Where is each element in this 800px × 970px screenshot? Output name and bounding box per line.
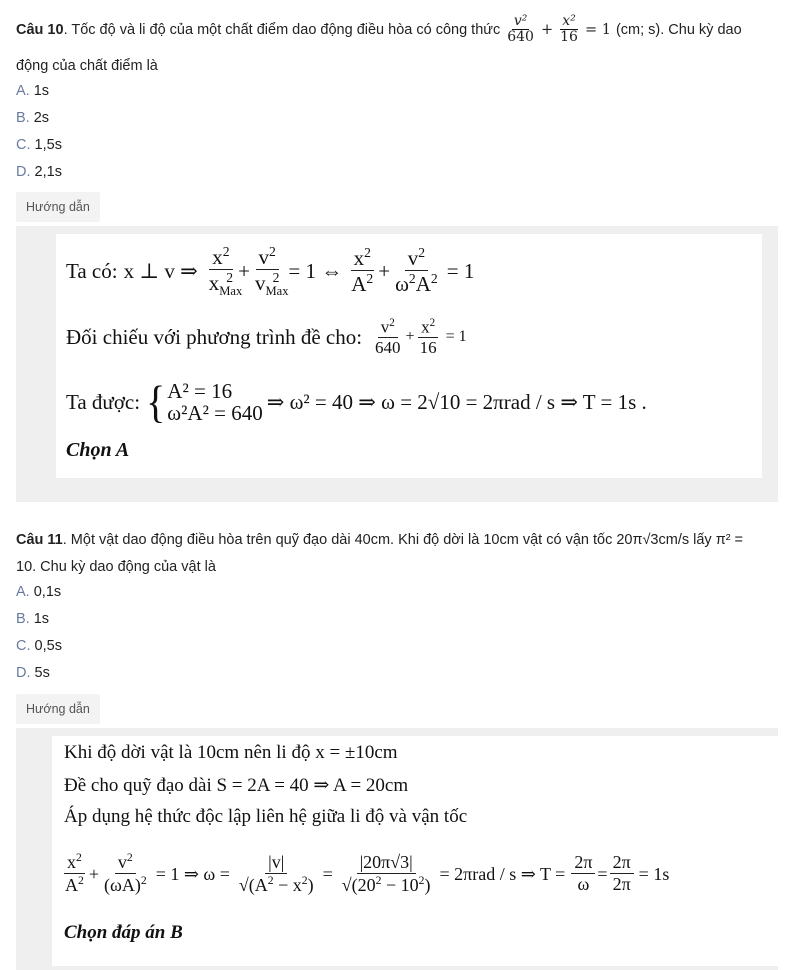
q10-guide-button[interactable]: Hướng dẫn: [16, 192, 100, 222]
q10-sol-line2: Đối chiếu với phương trình đề cho: $v^2$ 640 + $\frac{x^2}{16}$ = 1: [66, 316, 467, 357]
q10-text-c: động của chất điểm là: [16, 58, 158, 74]
q11-sol-formula: $x^2$ $A^2$ + $\frac{v^2}{(\omega A)^2}$ = 1 ⇒ ω = $\frac{|v|}{√(A^2 - x^2)}$ = $\frac{|20\pi√3|}{√(20^2 - 10^2)}$ = 2πrad / s ⇒ T = $\frac{2\pi}{\omega}$ = $\frac{2\pi}{2\pi}$ = 1s: [65, 851, 670, 896]
q11-text-a: . Một vật dao động điều hòa trên quỹ đạo dài 40cm. Khi độ dời là 10cm vật có vận tốc 20π√3cm/s lấy π² =: [62, 532, 744, 548]
q11-text-b: 10. Chu kỳ dao động của vật là: [16, 559, 216, 575]
q10-formula: $\frac{\text{v²}}{640}$ + $\frac{\text{x²}}{16}$ = 1: [507, 13, 611, 45]
q10-sol-line1: Ta có: x ⊥ v ⇒ $x^2$ $x_{Max}^2$ + $v^2$ $v_{Max}^2$ = 1 ⇔ $x^2$ $A^2$ + $\frac{v^2}{\omega^2A^2}$ = 1: [66, 243, 475, 298]
q10-option-c[interactable]: C. 1,5s: [16, 137, 62, 153]
q11-solution-box: [16, 728, 778, 970]
q10-sol-line3: Ta được: { A² = 16 ω²A² = 640 ⇒ ω² = 40 ⇒ ω = 2√10 = 2πrad / s ⇒ T = 1s .: [66, 375, 647, 428]
q10-solution-box: [16, 226, 778, 502]
q11-sol-answer: Chọn đáp án B: [64, 922, 183, 943]
q10-text-a: . Tốc độ và li độ của một chất điểm dao động điều hòa có công thức: [63, 21, 501, 38]
q11-sol-line3: Áp dụng hệ thức độc lập liên hệ giữa li độ và vận tốc: [64, 806, 468, 827]
q10-sol-answer: Chọn A: [66, 439, 130, 461]
q10-solution-image: [56, 234, 762, 478]
q11-guide-button[interactable]: Hướng dẫn: [16, 694, 100, 724]
q10-label: Câu 10: [16, 21, 64, 38]
q11-solution-image: [52, 736, 778, 966]
q11-option-c[interactable]: C. 0,5s: [16, 638, 62, 654]
q11-option-d[interactable]: D. 5s: [16, 665, 50, 681]
q10-option-d[interactable]: D. 2,1s: [16, 164, 62, 180]
q11-sol-line2: Đề cho quỹ đạo dài S = 2A = 40 ⇒ A = 20cm: [64, 775, 409, 796]
q10-text-b: (cm; s). Chu kỳ dao: [615, 21, 742, 38]
q10-stem: [16, 14, 786, 45]
q10-option-b[interactable]: B. 2s: [16, 110, 50, 126]
q11-option-b[interactable]: B. 1s: [16, 611, 50, 627]
q11-sol-line1: Khi độ dời vật là 10cm nên li độ x = ±10cm: [64, 742, 398, 763]
q10-option-a[interactable]: A. 1s: [16, 83, 50, 99]
q11-option-a[interactable]: A. 0,1s: [16, 584, 62, 600]
q11-label: Câu 11: [16, 532, 63, 548]
q11-stem: [16, 528, 786, 552]
